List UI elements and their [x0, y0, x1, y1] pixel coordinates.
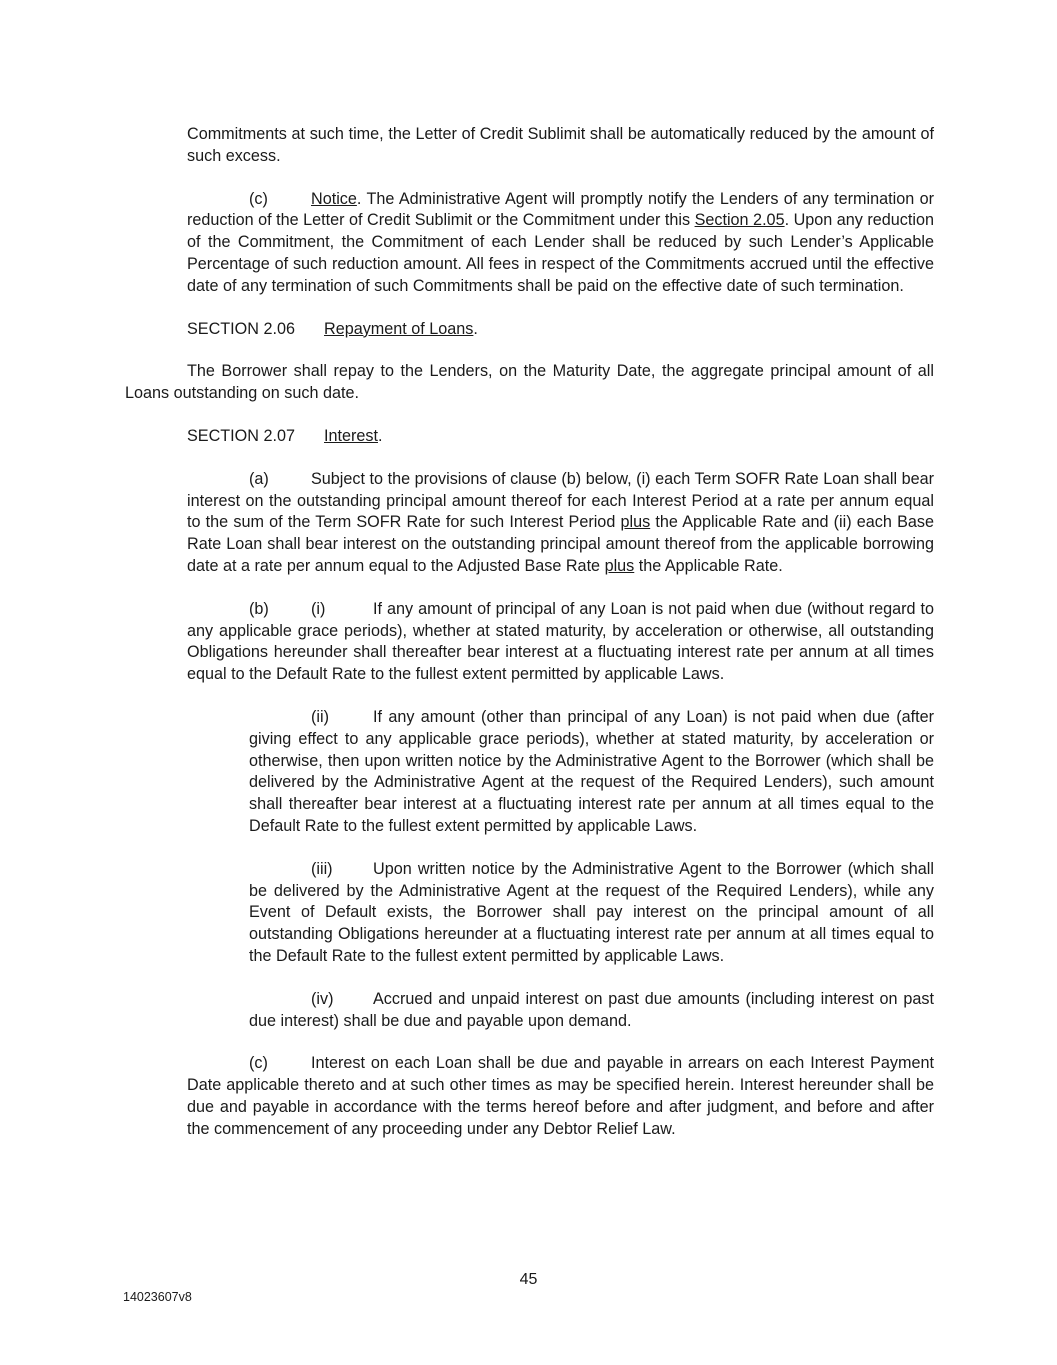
section-title: Interest: [324, 426, 378, 445]
paragraph-text: Commitments at such time, the Letter of Credit Sublimit shall be automatically reduced by the amount of such excess.: [187, 125, 934, 165]
paragraph-text: the Applicable Rate and (ii) each Base Rate Loan shall bear interest on the outstanding principal amount thereof from the applicable borrowing date at a rate per annum equal to the Adjusted Base Rate: [187, 513, 934, 575]
section-reference: Section 2.05: [694, 211, 785, 230]
section-heading-2-06: SECTION 2.06 Repayment of Loans.: [187, 319, 934, 341]
paragraph-text: . Upon any reduction of the Commitment, the Commitment of each Lender shall be reduced by such Lender’s Applicable Percentage of such reduction amount. All fees in respect of the Commitments accrued until the effective date of any termination of such Commitments shall be paid on the effective date of such termination.: [187, 211, 934, 295]
paragraph-text: Interest on each Loan shall be due and payable in arrears on each Interest Payment Date applicable thereto and at such other times as may be specified herein. Interest hereunder shall be due and payable in accordance with the terms hereof before and after judgment, and before and after the commencement of any proceeding under any Debtor Relief Law.: [187, 1054, 934, 1138]
paragraph-text: Subject to the provisions of clause (b) below, (i) each Term SOFR Rate Loan shall bear interest on the outstanding principal amount thereof for each Interest Period at a rate per annum equal to the sum of the Term SOFR Rate for such Interest Period: [187, 469, 934, 532]
clause-title: Notice: [311, 189, 357, 208]
paragraph-text: If any amount of principal of any Loan is not paid when due (without regard to any applicable grace periods), whether at stated maturity, by acceleration or otherwise, all outstanding Obligations hereunder shall thereafter bear interest at a fluctuating interest rate per annum at all times equal to the Default Rate to the fullest extent permitted by applicable Laws.: [187, 599, 934, 684]
paragraph-repayment: [125, 361, 934, 405]
page-number: 45: [519, 1271, 538, 1288]
subclause-label: (iii): [311, 859, 333, 878]
paragraph-interest-b-iv: [249, 989, 934, 1033]
subclause-label: (iv): [311, 989, 334, 1008]
paragraph-interest-b-i: [187, 599, 934, 686]
plus-term: plus: [604, 556, 635, 575]
subclause-label: (i): [311, 599, 326, 618]
section-number: SECTION 2.06: [187, 319, 295, 338]
paragraph-commitments-continued: [187, 124, 934, 168]
paragraph-text: The Borrower shall repay to the Lenders, on the Maturity Date, the aggregate principal amount of all Loans outstanding on such date.: [125, 362, 934, 403]
document-body: [125, 124, 934, 1161]
paragraph-interest-a: [187, 469, 934, 578]
document-id: 14023607v8: [123, 1290, 192, 1304]
clause-label: (a): [249, 469, 269, 488]
paragraph-text: Upon written notice by the Administrative Agent to the Borrower (which shall be delivered by the Administrative Agent at the request of the Required Lenders), while any Event of Default exists, the Borrower shall pay interest on the principal amount of all outstanding Obligations hereunder at a fluctuating interest rate per annum at all times equal to the Default Rate to the fullest extent permitted by applicable Laws.: [249, 859, 934, 965]
clause-label: (b): [249, 599, 269, 618]
section-heading-2-07: SECTION 2.07 Interest.: [187, 426, 934, 448]
subclause-label: (ii): [311, 707, 329, 726]
paragraph-interest-b-ii: [249, 707, 934, 838]
paragraph-text: Accrued and unpaid interest on past due amounts (including interest on past due interest) shall be due and payable upon demand.: [249, 989, 934, 1030]
clause-label: (c): [249, 1054, 268, 1073]
clause-label: (c): [249, 189, 268, 208]
paragraph-text: If any amount (other than principal of any Loan) is not paid when due (after giving effect to any applicable grace periods), whether at stated maturity, by acceleration or otherwise, then upon written notice by the Administrative Agent to the Borrower (which shall be delivered by the Administrative Agent at the request of the Required Lenders), such amount shall thereafter bear interest at a fluctuating interest rate per annum at all times equal to the Default Rate to the fullest extent permitted by applicable Laws.: [249, 707, 934, 835]
section-title: Repayment of Loans: [324, 319, 474, 338]
section-number: SECTION 2.07: [187, 426, 295, 445]
paragraph-text: the Applicable Rate.: [634, 556, 783, 575]
paragraph-text: . The Administrative Agent will promptly notify the Lenders of any termination or reduction of the Letter of Credit Sublimit or the Commitment under this: [187, 189, 934, 230]
paragraph-notice: [187, 189, 934, 298]
plus-term: plus: [620, 513, 651, 532]
paragraph-interest-c: [187, 1053, 934, 1140]
paragraph-interest-b-iii: [249, 859, 934, 968]
